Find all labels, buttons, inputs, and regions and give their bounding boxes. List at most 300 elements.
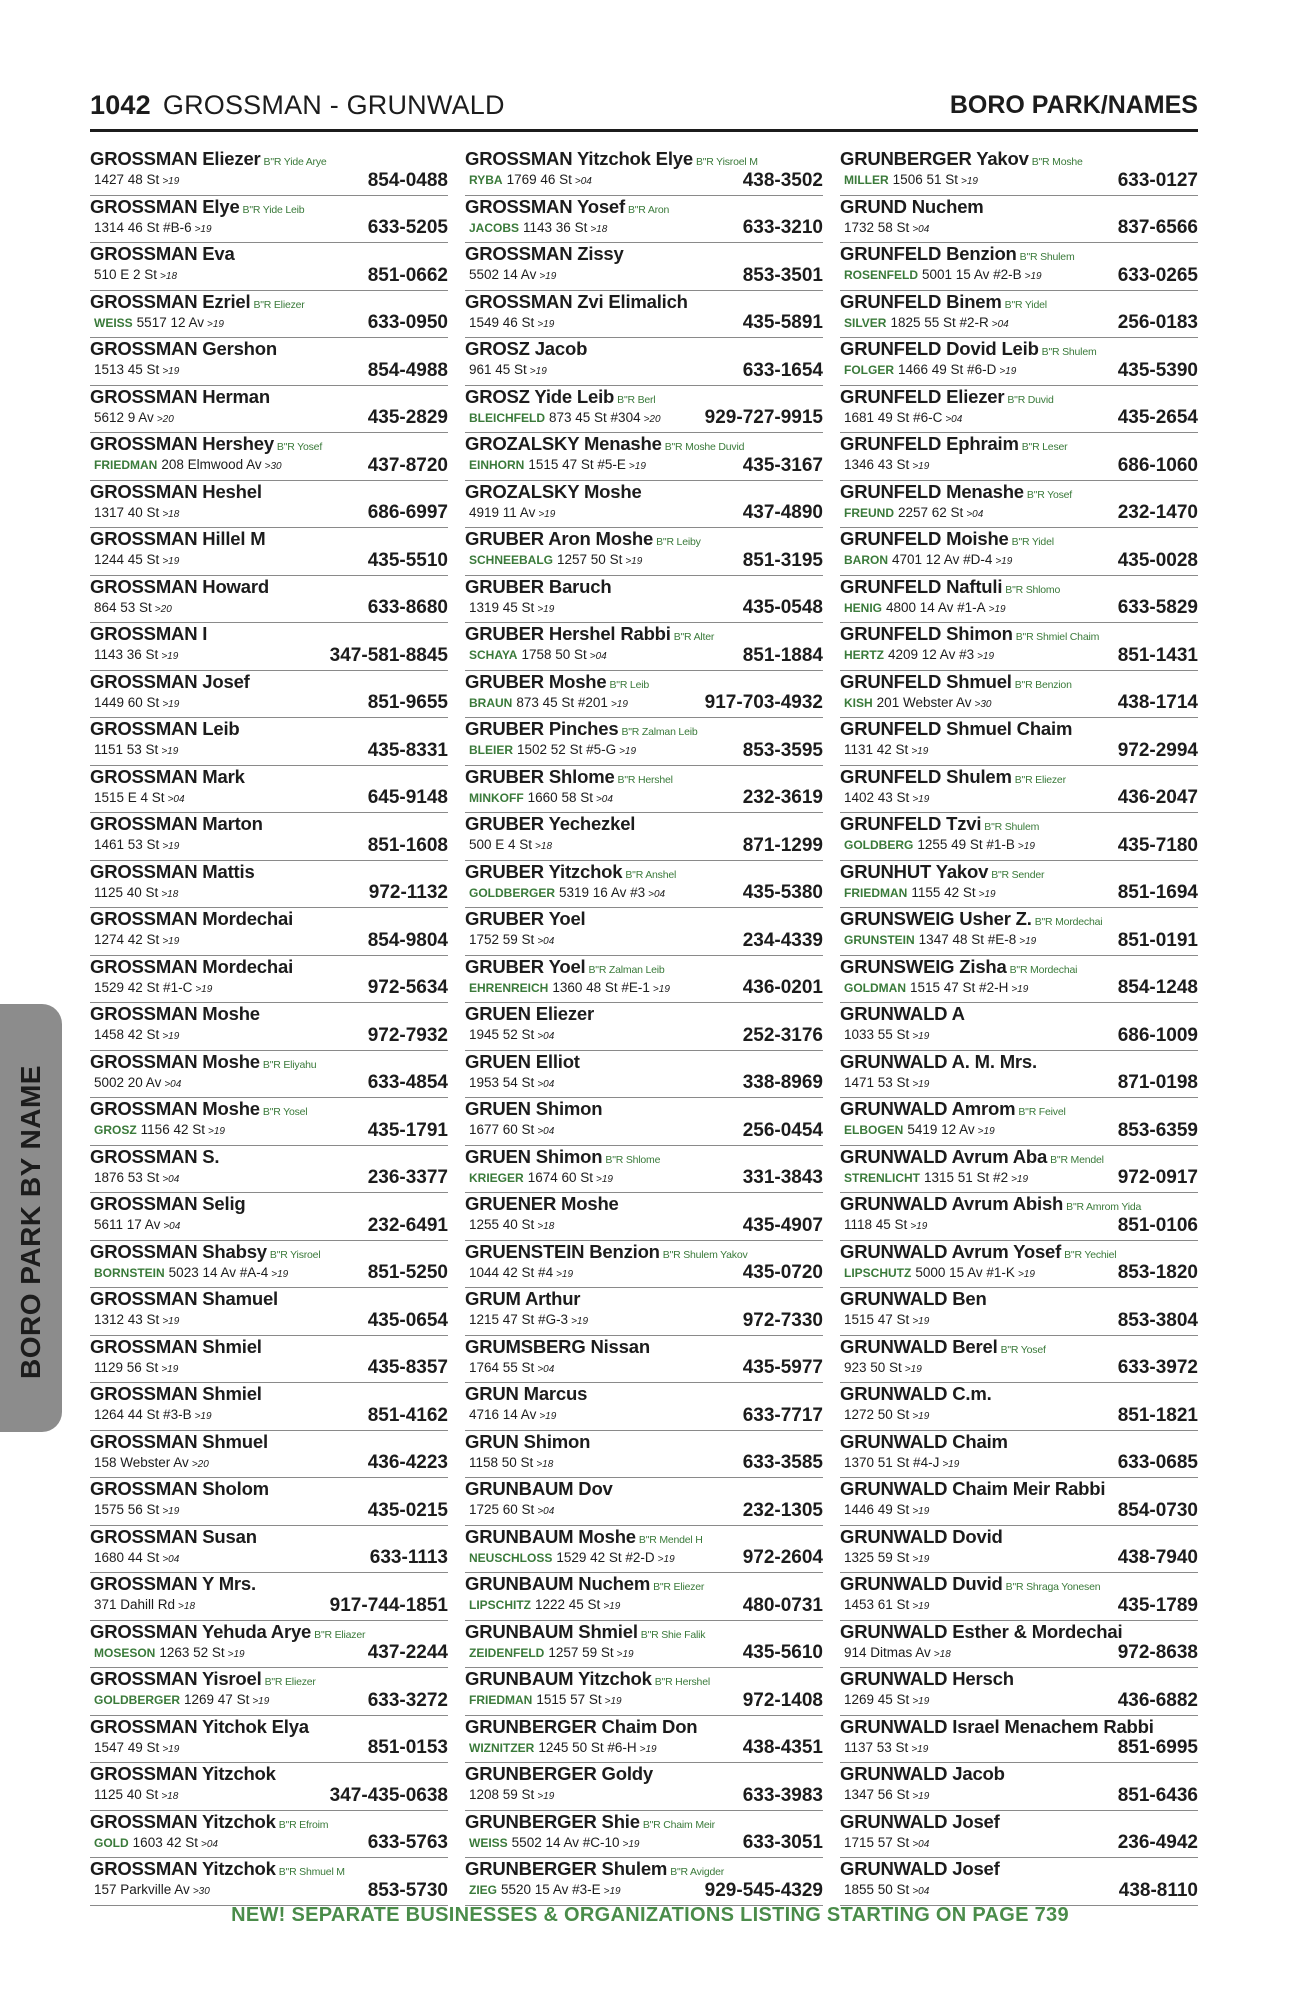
entry-address-line	[844, 361, 1016, 381]
entry-name-line	[90, 528, 265, 550]
listing-entry	[465, 1146, 823, 1194]
entry-address: 1264 44 St #3-B	[94, 1407, 192, 1422]
entry-address: 1118 45 St	[844, 1217, 908, 1232]
entry-zip: >19	[1017, 841, 1035, 852]
entry-name: GRUBER Yitzchok	[465, 860, 623, 882]
entry-spouse: RYBA	[469, 173, 503, 187]
entry-name: GRUN Marcus	[465, 1383, 588, 1404]
entry-address: 1319 45 St	[469, 599, 535, 615]
entry-address-line	[844, 1359, 922, 1379]
entry-address-line	[94, 1786, 178, 1806]
entry-name: GROSSMAN Moshe	[90, 1003, 260, 1024]
entry-address: 1876 53 St	[94, 1169, 160, 1185]
entry-address-line	[844, 1834, 929, 1854]
entry-zip: >19	[161, 651, 179, 662]
entry-address: 2257 62 St	[898, 504, 964, 520]
listing-entry	[465, 1621, 823, 1669]
entry-name-line	[90, 1858, 345, 1883]
entry-father: B"R Yosef	[276, 441, 323, 453]
entry-zip: >19	[529, 366, 547, 377]
entry-name-line	[840, 338, 1097, 363]
listing-entry	[90, 956, 448, 1004]
entry-zip: >19	[912, 1506, 930, 1517]
listing-entry	[465, 1241, 823, 1289]
entry-address: 1449 60 St	[94, 694, 160, 710]
entry-address-line	[844, 1169, 1028, 1189]
entry-father: B"R Eliezer	[653, 1581, 705, 1593]
entry-phone: 435-0720	[742, 1262, 823, 1283]
entry-name: GRUBER Moshe	[465, 670, 607, 692]
entry-address-line	[844, 314, 1009, 334]
entry-name: GROSSMAN Marton	[90, 813, 263, 834]
entry-spouse: HENIG	[844, 600, 883, 615]
listing-entry	[465, 433, 823, 481]
entry-address: 1502 52 St #5-G	[517, 742, 617, 757]
entry-name-line	[90, 243, 235, 265]
entry-address-line	[469, 266, 556, 286]
entry-name: GROSZ Yide Leib	[465, 385, 615, 407]
entry-address-line	[844, 1311, 929, 1331]
entry-name-line	[465, 671, 649, 696]
entry-zip: >19	[912, 1791, 930, 1802]
entry-zip: >19	[207, 1126, 225, 1137]
entry-zip: >19	[912, 1078, 930, 1090]
entry-address-line	[844, 1691, 929, 1711]
entry-zip: >19	[162, 366, 180, 377]
entry-zip: >19	[162, 1506, 180, 1517]
entry-address: 1314 46 St #B-6	[94, 219, 192, 235]
entry-phone: 686-1009	[1117, 1024, 1198, 1046]
entry-address-line	[469, 171, 592, 191]
entry-name: GROSSMAN Y Mrs.	[90, 1573, 256, 1594]
entry-name-line	[90, 1716, 309, 1738]
entry-father: B"R Aron	[627, 203, 670, 216]
listing-entry	[90, 1051, 448, 1099]
entry-address: 923 50 St	[844, 1359, 902, 1375]
entry-phone: 435-0028	[1117, 549, 1198, 571]
entry-phone: 854-0730	[1117, 1499, 1198, 1521]
entry-phone: 435-5891	[742, 312, 823, 333]
entry-address: 873 45 St #304	[549, 409, 641, 425]
entry-spouse: SILVER	[844, 315, 887, 330]
entry-phone: 435-2829	[367, 407, 448, 428]
entry-address-line	[469, 1026, 554, 1046]
listing-column-2	[465, 148, 823, 1906]
entry-phone: 633-3051	[742, 1832, 823, 1853]
entry-address-line	[94, 694, 179, 714]
entry-address: 961 45 St	[469, 362, 527, 377]
entry-address-line	[469, 1501, 554, 1521]
entry-phone: 347-435-0638	[329, 1784, 448, 1806]
entry-address: 1529 42 St #2-D	[556, 1549, 655, 1565]
entry-address: 1137 53 St	[844, 1739, 909, 1755]
entry-name: GRUNWALD Dovid	[840, 1525, 1003, 1547]
listing-entry	[465, 1526, 823, 1574]
entry-name-line	[90, 1383, 262, 1405]
entry-name-line	[840, 1858, 1000, 1880]
entry-address: 1155 42 St	[911, 884, 976, 900]
entry-name-line	[840, 1811, 1000, 1833]
entry-address: 1215 47 St #G-3	[469, 1312, 569, 1327]
listing-entry	[90, 481, 448, 529]
entry-name: GRUNWALD Jacob	[840, 1763, 1005, 1784]
entry-name: GROSSMAN Shmuel	[90, 1430, 268, 1452]
listing-entry	[840, 528, 1198, 576]
side-tab	[0, 1004, 62, 1432]
listing-entry	[840, 1431, 1198, 1479]
entry-name: GRUNWALD C.m.	[840, 1383, 992, 1404]
entry-spouse: GOLDBERGER	[469, 885, 556, 900]
entry-name: GROSSMAN Selig	[90, 1193, 246, 1214]
entry-zip: >19	[207, 318, 224, 330]
entry-zip: >18	[933, 1648, 951, 1660]
entry-address: 1660 58 St	[527, 789, 593, 805]
entry-address-line	[94, 504, 179, 524]
entry-phone: 871-1299	[742, 834, 823, 856]
entry-zip: >30	[974, 698, 992, 710]
entry-phone: 929-727-9915	[704, 407, 823, 428]
entry-address-line	[94, 741, 178, 761]
entry-address-line	[94, 1359, 178, 1379]
entry-phone: 236-3377	[367, 1167, 448, 1188]
entry-zip: >19	[194, 1411, 212, 1422]
entry-address-line	[94, 646, 178, 666]
entry-phone: 633-0127	[1117, 169, 1198, 191]
entry-address: 1603 42 St	[132, 1834, 198, 1850]
entry-address-line	[844, 599, 1006, 619]
entry-address: 1272 50 St	[844, 1407, 910, 1422]
entry-address-line	[94, 266, 177, 286]
entry-phone: 633-3272	[367, 1689, 448, 1711]
entry-phone: 633-3210	[742, 217, 823, 238]
entry-address-line	[94, 1026, 179, 1046]
entry-father: B"R Feivel	[1018, 1106, 1066, 1118]
entry-phone: 435-5380	[742, 882, 823, 903]
entry-name: GROSSMAN Heshel	[90, 480, 262, 502]
entry-phone: 851-1694	[1117, 882, 1198, 903]
listing-entry	[90, 1146, 448, 1194]
entry-name-line	[840, 1193, 1141, 1218]
entry-spouse: WIZNITZER	[469, 1740, 535, 1755]
listing-entry	[840, 1146, 1198, 1194]
entry-father: B"R Zalman Leib	[588, 963, 665, 976]
entry-address: 1257 50 St	[557, 552, 623, 567]
entry-phone: 252-3176	[742, 1024, 823, 1046]
entry-address-line	[844, 979, 1028, 999]
entry-address: 1515 47 St #2-H	[910, 979, 1009, 995]
entry-phone: 436-6882	[1117, 1689, 1198, 1711]
entry-name-line	[465, 1051, 580, 1073]
entry-phone: 435-0548	[742, 597, 823, 618]
entry-name-line	[90, 623, 207, 645]
entry-phone: 853-3804	[1117, 1309, 1198, 1331]
entry-address: 1131 42 St	[844, 742, 909, 757]
listing-entry	[465, 1573, 823, 1621]
entry-phone: 851-6995	[1117, 1737, 1198, 1758]
page-number: 1042	[90, 90, 151, 120]
entry-address-line	[94, 884, 178, 904]
entry-phone: 853-3501	[742, 264, 823, 286]
listing-entry	[90, 243, 448, 291]
entry-zip: >19	[1011, 983, 1029, 995]
entry-phone: 438-4351	[742, 1737, 823, 1758]
entry-address: 1269 47 St	[184, 1692, 250, 1707]
entry-spouse: GOLDBERGER	[94, 1693, 181, 1707]
entry-phone: 972-8638	[1117, 1642, 1198, 1663]
entry-address-line	[469, 1549, 675, 1569]
entry-zip: >19	[911, 1743, 929, 1755]
entry-zip: >04	[162, 1553, 180, 1565]
entry-name-line	[90, 386, 270, 408]
entry-address-line	[844, 836, 1035, 856]
entry-address: 4716 14 Av	[469, 1407, 537, 1422]
entry-name-line	[840, 148, 1083, 173]
entry-name-line	[465, 956, 665, 981]
entry-zip: >19	[1019, 936, 1037, 947]
entry-zip: >19	[912, 1601, 930, 1612]
entry-name: GROSSMAN Hillel M	[90, 528, 266, 549]
entry-spouse: NEUSCHLOSS	[469, 1550, 553, 1565]
entry-address: 1317 40 St	[94, 504, 160, 520]
entry-name-line	[465, 1668, 710, 1693]
entry-address: 1547 49 St	[94, 1739, 160, 1755]
listing-entry	[465, 718, 823, 766]
listing-entry	[465, 1431, 823, 1479]
entry-address-line	[469, 1786, 554, 1806]
entry-father: B"R Shmuel M	[278, 1866, 345, 1878]
entry-address: 1347 56 St	[844, 1787, 910, 1802]
entry-father: B"R Shlomo	[1005, 583, 1061, 596]
entry-phone: 633-0685	[1117, 1452, 1198, 1473]
entry-address: 1506 51 St	[892, 172, 958, 187]
listing-entry	[465, 1716, 823, 1764]
entry-address: 4800 14 Av #1-A	[886, 599, 986, 615]
entry-address: 4701 12 Av #D-4	[892, 552, 993, 567]
entry-address-line	[94, 1169, 179, 1189]
entry-name-line	[90, 338, 277, 360]
entry-address: 5612 9 Av	[94, 409, 154, 425]
entry-address-line	[844, 266, 1042, 286]
entry-name: GRUNWALD Avrum Yosef	[840, 1240, 1062, 1262]
listing-entry	[90, 1716, 448, 1764]
entry-phone: 633-5829	[1117, 597, 1198, 618]
entry-address-line	[844, 1264, 1035, 1284]
entry-address-line	[469, 1406, 556, 1426]
listing-column-1	[90, 148, 448, 1906]
entry-zip: >19	[904, 1363, 922, 1375]
entry-address: 5319 16 Av #3	[559, 884, 646, 900]
entry-name: GROSSMAN Sholom	[90, 1478, 269, 1499]
entry-phone: 436-4223	[367, 1452, 448, 1473]
entry-address-line	[844, 1596, 929, 1616]
header-left	[90, 88, 505, 122]
entry-zip: >04	[537, 1078, 555, 1090]
entry-address: 1370 51 St #4-J	[844, 1454, 940, 1470]
entry-address-line	[94, 219, 212, 239]
entry-address-line	[469, 884, 665, 904]
entry-phone: 851-1431	[1117, 644, 1198, 666]
entry-phone: 851-3195	[742, 549, 823, 571]
entry-address-line	[844, 694, 991, 714]
entry-name: GROSSMAN Mattis	[90, 860, 255, 882]
entry-address-line	[469, 1216, 554, 1236]
entry-name: GRUBER Hershel Rabbi	[465, 623, 671, 644]
page-range: GROSSMAN - GRUNWALD	[162, 90, 505, 120]
entry-address-line	[844, 789, 929, 809]
entry-name-line	[840, 243, 1075, 268]
entry-name: GROSSMAN Moshe	[90, 1098, 260, 1119]
entry-phone: 853-1820	[1117, 1262, 1198, 1283]
listing-entry	[465, 1051, 823, 1099]
entry-name: GRUNWALD Amrom	[840, 1098, 1016, 1119]
entry-name-line	[840, 291, 1047, 316]
entry-address-line	[844, 1739, 928, 1759]
entry-name: GROSSMAN Josef	[90, 670, 250, 692]
entry-spouse: FOLGER	[844, 363, 894, 377]
entry-address: 1515 E 4 St	[94, 789, 165, 805]
entry-address-line	[469, 789, 613, 809]
entry-address: 5419 12 Av	[907, 1122, 975, 1137]
entry-name: GROSZ Jacob	[465, 338, 588, 359]
entry-address: 1725 60 St	[469, 1502, 535, 1517]
listing-entry	[90, 1526, 448, 1574]
entry-name: GRUNWALD Esther & Mordechai	[840, 1620, 1123, 1642]
entry-zip: >19	[625, 556, 643, 567]
entry-address: 1453 61 St	[844, 1597, 910, 1612]
entry-name: GRUNWALD Avrum Aba	[840, 1145, 1048, 1167]
entry-zip: >19	[616, 1648, 634, 1660]
entry-address: 1674 60 St	[527, 1169, 593, 1185]
listing-entry	[840, 861, 1198, 909]
entry-address-line	[469, 1691, 622, 1711]
entry-name: GROSSMAN Howard	[90, 575, 269, 597]
page-header	[90, 88, 1198, 122]
entry-phone: 686-1060	[1117, 454, 1198, 476]
entry-zip: >19	[1017, 1268, 1035, 1280]
entry-zip: >18	[536, 1458, 554, 1470]
listing-entry	[465, 1383, 823, 1431]
entry-phone: 917-703-4932	[704, 692, 823, 713]
entry-father: B"R Hershel	[654, 1676, 710, 1688]
entry-zip: >19	[912, 1553, 930, 1565]
entry-address-line	[844, 1406, 929, 1426]
entry-father: B"R Yidel	[1011, 536, 1054, 548]
entry-zip: >19	[271, 1268, 289, 1280]
entry-address: 1953 54 St	[469, 1074, 535, 1090]
entry-phone: 256-0183	[1117, 312, 1198, 333]
entry-name: GRUEN Eliezer	[465, 1003, 594, 1024]
entry-phone: 851-9655	[367, 692, 448, 713]
entry-address: 1769 46 St	[506, 172, 572, 187]
entry-father: B"R Eliezer	[264, 1676, 316, 1688]
entry-name-line	[90, 766, 245, 788]
entry-name-line	[465, 718, 697, 743]
entry-name-line	[840, 1146, 1104, 1171]
entry-name: GRUNBERGER Shulem	[465, 1858, 668, 1879]
entry-name: GROSSMAN Mark	[90, 765, 245, 787]
entry-address-line	[844, 1121, 995, 1141]
entry-father: B"R Berl	[617, 393, 656, 406]
entry-name-line	[90, 718, 240, 740]
entry-name-line	[90, 1098, 307, 1123]
entry-phone: 435-3167	[742, 454, 823, 476]
entry-name: GROSSMAN Eliezer	[90, 148, 261, 169]
entry-address: 1315 51 St #2	[924, 1169, 1009, 1185]
entry-name-line	[90, 1478, 269, 1500]
entry-zip: >19	[537, 1791, 555, 1802]
entry-address-line	[844, 219, 929, 239]
listing-entry	[90, 576, 448, 624]
entry-address: 1274 42 St	[94, 932, 160, 947]
entry-name: GROSSMAN Elye	[90, 195, 240, 217]
entry-name: GRUNWALD Chaim	[840, 1430, 1008, 1452]
listing-entry	[90, 1668, 448, 1716]
entry-name: GROSSMAN Leib	[90, 718, 240, 739]
entry-name: GROSSMAN Hershey	[90, 433, 274, 454]
entry-address: 1360 48 St #E-1	[552, 979, 650, 995]
entry-spouse: GOLD	[94, 1835, 129, 1850]
entry-name: GRUNFELD Eliezer	[840, 385, 1005, 407]
entry-name: GROSSMAN Yitzchok Elye	[465, 148, 693, 169]
entry-phone: 972-2604	[742, 1547, 823, 1568]
entry-address-line	[844, 409, 962, 429]
entry-address: 5520 15 Av #3-E	[501, 1882, 601, 1897]
entry-phone: 347-581-8845	[329, 644, 448, 666]
entry-phone: 972-1408	[742, 1689, 823, 1711]
entry-zip: >04	[537, 936, 555, 947]
entry-name-line	[90, 1003, 260, 1025]
entry-address: 201 Webster Av	[876, 694, 972, 710]
entry-zip: >19	[1011, 1173, 1029, 1185]
entry-phone: 435-1789	[1117, 1594, 1198, 1616]
entry-zip: >04	[162, 1173, 180, 1185]
entry-zip: >04	[163, 1221, 181, 1232]
entry-name: GRUNBERGER Chaim Don	[465, 1715, 698, 1737]
entry-name-line	[465, 1003, 594, 1025]
entry-address-line	[469, 1454, 553, 1474]
listing-entry	[840, 433, 1198, 481]
entry-name: GRUN Shimon	[465, 1430, 591, 1452]
listing-entry	[90, 1288, 448, 1336]
entry-address-line	[844, 1881, 929, 1901]
entry-name: GRUNFELD Dovid Leib	[840, 338, 1039, 359]
entry-zip: >19	[988, 603, 1006, 615]
entry-address-line	[469, 1644, 634, 1664]
entry-address-line	[844, 1074, 929, 1094]
entry-address-line	[469, 836, 552, 856]
entry-name: GRUNWALD Chaim Meir Rabbi	[840, 1478, 1106, 1499]
entry-address-line	[469, 551, 642, 571]
entry-address-line	[94, 979, 212, 999]
entry-name-line	[90, 1668, 316, 1693]
entry-address-line	[844, 1644, 951, 1664]
entry-zip: >04	[574, 176, 592, 187]
entry-spouse: LIPSCHUTZ	[844, 1265, 912, 1280]
entry-address-line	[844, 1501, 929, 1521]
entry-phone: 438-3502	[742, 169, 823, 191]
entry-phone: 972-5634	[367, 977, 448, 998]
entry-name: GRUNWALD Hersch	[840, 1668, 1014, 1689]
entry-spouse: SCHNEEBALG	[469, 553, 554, 567]
entry-zip: >18	[160, 271, 178, 282]
entry-zip: >19	[604, 1696, 622, 1707]
entry-phone: 437-4890	[742, 502, 823, 523]
entry-name: GROSSMAN Shmiel	[90, 1335, 262, 1357]
entry-name: GRUNWALD Israel Menachem Rabbi	[840, 1715, 1154, 1737]
entry-phone: 480-0731	[742, 1594, 823, 1616]
entry-zip: >19	[978, 888, 996, 900]
listing-entry	[465, 1098, 823, 1146]
